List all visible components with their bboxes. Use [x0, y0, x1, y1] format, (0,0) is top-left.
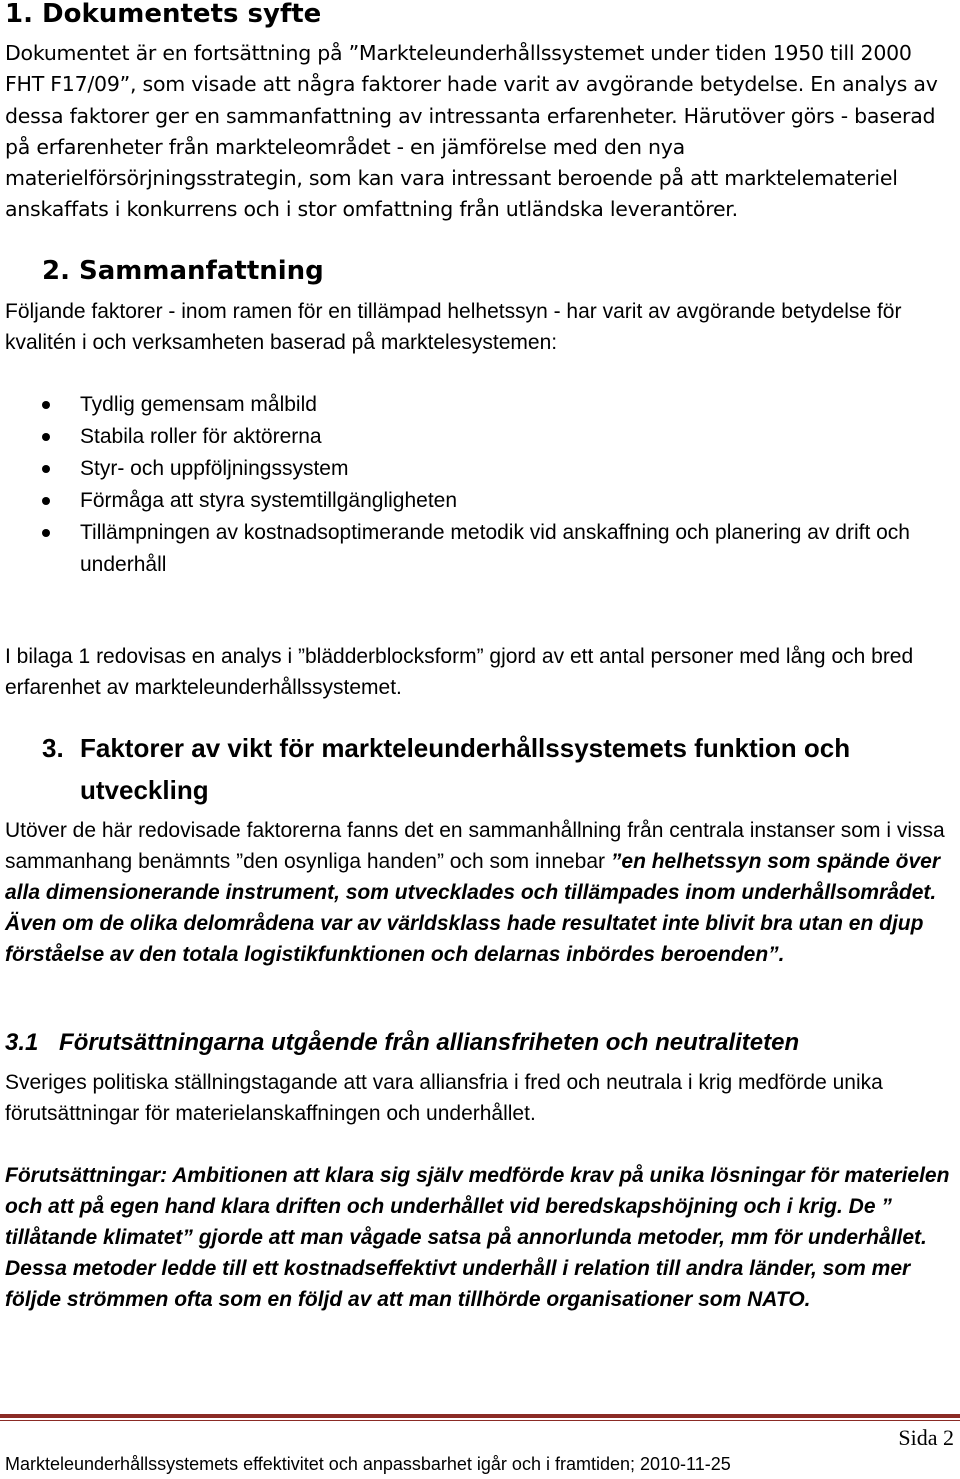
- bullet-icon: [42, 497, 50, 505]
- bullet-icon: [42, 401, 50, 409]
- bullet-icon: [42, 433, 50, 441]
- section-3-number: 3.: [42, 733, 64, 763]
- page-number: Sida 2: [898, 1425, 954, 1450]
- section-3-title: Faktorer av vikt för markteleunderhållssystemets funktion och utveckling: [80, 733, 851, 805]
- section-3-heading: [42, 727, 956, 811]
- footer-title: Markteleunderhållssystemets effektivitet och anpassbarhet igår och i framtiden; 2010-11-25: [5, 1454, 731, 1474]
- bullet-icon: [42, 465, 50, 473]
- list-item: Tillämpningen av kostnadsoptimerande metodik vid anskaffning och planering av drift och underhåll: [5, 517, 956, 581]
- section-2-heading: 2. Sammanfattning: [42, 256, 324, 286]
- summary-bullet-list: [5, 389, 956, 581]
- footer-rule-thick: [0, 1414, 960, 1418]
- list-item: Stabila roller för aktörerna: [5, 421, 956, 453]
- bullet-icon: [42, 529, 50, 537]
- section-3-1-heading: [5, 1028, 956, 1058]
- list-item: Tydlig gemensam målbild: [5, 389, 956, 421]
- section-3-1-title: Förutsättningarna utgående från alliansfriheten och neutraliteten: [59, 1029, 800, 1056]
- appendix-note: I bilaga 1 redovisas en analys i ”blädderblocksform” gjord av ett antal personer med lång och bred erfarenhet av markteleunderhållssystemet.: [5, 645, 914, 699]
- section-1-text-a: Dokumentet är en fortsättning på ”Markteleunderhållssystemet under tiden 1950 till 2000 FHT F17/09”, som visade att några faktorer hade varit av avgörande betydelse. En analys av dessa faktorer ger en sammanfattning av intressanta erfarenheter.: [5, 41, 938, 128]
- list-item: Styr- och uppföljningssystem: [5, 453, 956, 485]
- section-1-heading: 1. Dokumentets syfte: [5, 0, 322, 29]
- section-1-paragraph: [5, 38, 956, 226]
- section-3-paragraph: [5, 815, 956, 970]
- footer-rule-thin: [0, 1420, 960, 1421]
- section-3-text-emphasis: ”en helhetssyn som spände över alla dimensionerande instrument, som utvecklades och tillämpades inom underhållsområdet. Även om de olika delområdena var av världsklass hade resultatet inte blivit bra utan en djup förståelse av den totala logistikfunktionen och delarnas inbördes beroenden”.: [5, 850, 940, 966]
- section-1-text-b: Härutöver görs - baserad på erfarenheter från markteleområdet - en jämförelse med den nya materielförsörjningsstrategin, som kan vara intressant beroende på att marktelemateriel anskaffats i konkurrens och i stor omfattning från utländska leverantörer.: [5, 103, 936, 222]
- list-item: Förmåga att styra systemtillgängligheten: [5, 485, 956, 517]
- section-3-1-number: 3.1: [5, 1029, 39, 1056]
- section-3-text-plain: Utöver de här redovisade faktorerna fanns det en sammanhållning från centrala instanser som i vissa sammanhang benämnts ”den osynliga handen” och som innebar: [5, 819, 945, 873]
- section-3-1-text: Sveriges politiska ställningstagande att vara alliansfria i fred och neutrala i krig medförde unika förutsättningar för materielanskaffningen och underhållet.: [5, 1071, 883, 1125]
- conditions-paragraph: Förutsättningar: Ambitionen att klara sig själv medförde krav på unika lösningar för materielen och att på egen hand klara driften och underhållet vid beredskapshöjning och i krig. De ” tillåtande klimatet” gjorde att man vågade satsa på annorlunda metoder, mm för underhållet. Dessa metoder ledde till ett kostnadseffektivt underhåll i relation till andra länder, som mer följde strömmen ofta som en följd av att man tillhörde organisationer som NATO.: [5, 1164, 950, 1311]
- section-2-intro: Följande faktorer - inom ramen för en tillämpad helhetssyn - har varit av avgörande betydelse för kvalitén i och verksamheten baserad på marktelesystemen:: [5, 300, 902, 354]
